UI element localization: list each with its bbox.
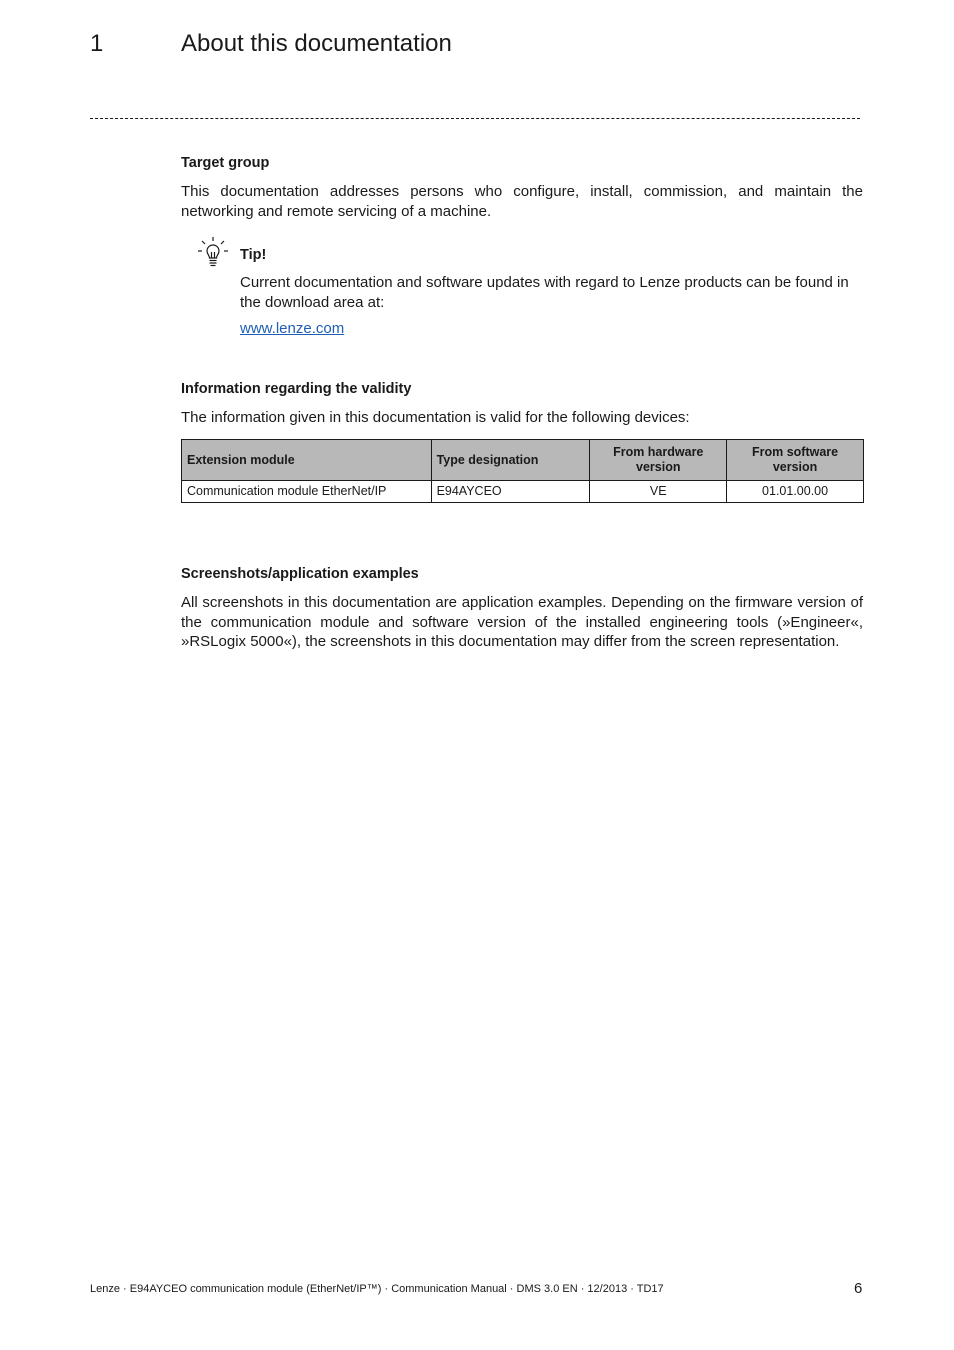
chapter-number: 1 [90,30,104,57]
validity-text: The information given in this documentation is valid for the following devices: [181,409,690,426]
table-cell: VE [590,481,727,503]
screenshots-text: All screenshots in this documentation are application examples. Depending on the firmware version of the communication module and software version of the installed engineering tools (»Engineer«, »RSLogix 5000«), the screenshots in this documentation may differ from the screen representation. [181,594,863,650]
table-cell: Communication module EtherNet/IP [182,481,432,503]
table-header-row [182,440,864,481]
page-number: 6 [854,1280,863,1297]
column-header: Type designation [431,440,590,481]
column-header: From software version [727,440,864,481]
column-header: From hardware version [590,440,727,481]
column-header: Extension module [182,440,432,481]
lightbulb-icon [196,236,230,270]
target-group-text: This documentation addresses persons who configure, install, commission, and maintain the networking and remote servicing of a machine. [181,183,863,220]
table-cell: E94AYCEO [431,481,590,503]
tip-title: Tip! [240,247,267,263]
screenshots-heading: Screenshots/application examples [181,566,419,582]
validity-table [181,439,864,503]
header-divider [90,118,860,119]
tip-text: Current documentation and software updates with regard to Lenze products can be found in the download area at: [240,274,849,311]
footer-text: Lenze · E94AYCEO communication module (EtherNet/IP™) · Communication Manual · DMS 3.0 EN · 12/2013 · TD17 [90,1283,664,1295]
lenze-website-link[interactable]: www.lenze.com [240,320,345,337]
table-cell: 01.01.00.00 [727,481,864,503]
validity-heading: Information regarding the validity [181,381,412,397]
target-group-heading: Target group [181,155,270,171]
table-row [182,481,864,503]
chapter-title: About this documentation [181,30,452,57]
